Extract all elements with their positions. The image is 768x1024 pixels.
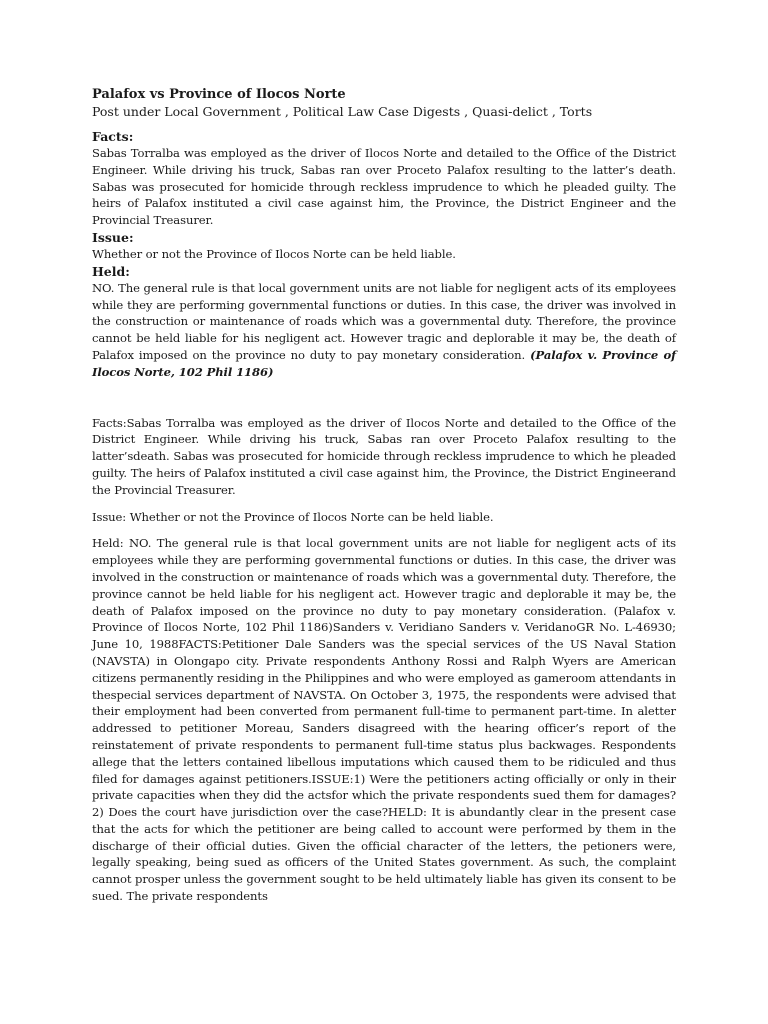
held-text: NO. The general rule is that local government units are not liable for negligent acts of its employees while they are performing governmental functions or duties. In this case, the driver was involved in the construction or maintenance of roads which was a governmental duty. Therefore, the province cannot be held liable for his negligent act. However tragic and deplorable it may be, the death of Palafox imposed on the province no duty to pay monetary consideration. (92, 280, 676, 362)
issue-paragraph: Whether or not the Province of Ilocos Norte can be held liable. (92, 246, 456, 261)
held-citation: (Palafox v. Province of Ilocos Norte, 102 Phil 1186) (92, 347, 676, 379)
facts-paragraph-2: Facts:Sabas Torralba was employed as the driver of Ilocos Norte and detailed to the Office of the District Engineer. While driving his truck, Sabas ran over Proceto Palafox resulting to the latter’sdeath. Sabas was prosecuted for homicide through reckless imprudence to which he pleaded guilty. The heirs of Palafox instituted a civil case against him, the Province, the District Engineerand the Provincial Treasurer. (92, 415, 676, 497)
section-gap (92, 381, 676, 415)
issue-label: Issue: (92, 229, 134, 245)
held-paragraph-2: Held: NO. The general rule is that local government units are not liable for negligent acts of its employees while they are performing governmental functions or duties. In this case, the driver was involved in the construction or maintenance of roads which was a governmental duty. Therefore, the province cannot be held liable for his negligent act. However tragic and deplorable it may be, the death of Palafox imposed on the province no duty to pay monetary consideration. (Palafox v. Province of Ilocos Norte, 102 Phil 1186)Sanders v. Veridiano Sanders v. VeridanoGR No. L-46930; June 10, 1988FACTS:Petitioner Dale Sanders was the special services of the US Naval Station (NAVSTA) in Olongapo city. Private respondents Anthony Rossi and Ralph Wyers are American citizens permanently residing in the Philippines and who were employed as gameroom attendants in thespecial services department of NAVSTA. On October 3, 1975, the respondents were advised that their employment had been converted from permanent full-time to permanent part-time. In aletter addressed to petitioner Moreau, Sanders disagreed with the hearing officer’s report of the reinstatement of private respondents to permanent full-time status plus backwages. Respondents allege that the letters contained libellous imputations which caused them to be ridiculed and thus filed for damages against petitioners.ISSUE:1) Were the petitioners acting officially or only in their private capacities when they did the actsfor which the private respondents sued them for damages?2) Does the court have jurisdiction over the case?HELD: It is abundantly clear in the present case that the acts for which the petitioner are being called to account were performed by them in the discharge of their official duties. Given the official character of the letters, the petioners were, legally speaking, being sued as officers of the United States government. As such, the complaint cannot prosper unless the government sought to be held ultimately liable has given its consent to be sued. The private respondents (92, 536, 676, 904)
document-title: Palafox vs Province of Ilocos Norte (92, 87, 346, 102)
document-subtitle: Post under Local Government , Political Law Case Digests , Quasi-delict , Torts (92, 104, 593, 119)
issue-paragraph-2: Issue: Whether or not the Province of Ilocos Norte can be held liable. (92, 509, 494, 524)
held-label: Held: (92, 263, 130, 279)
facts-paragraph: Sabas Torralba was employed as the driver of Ilocos Norte and detailed to the Office of the District Engineer. While driving his truck, Sabas ran over Proceto Palafox resulting to the latter’s death. Sabas was prosecuted for homicide through reckless imprudence to which he pleaded guilty. The heirs of Palafox instituted a civil case against him, the Province, the District Engineer and the Provincial Treasurer. (92, 146, 676, 228)
held-paragraph (92, 280, 676, 381)
facts-label: Facts: (92, 129, 134, 144)
